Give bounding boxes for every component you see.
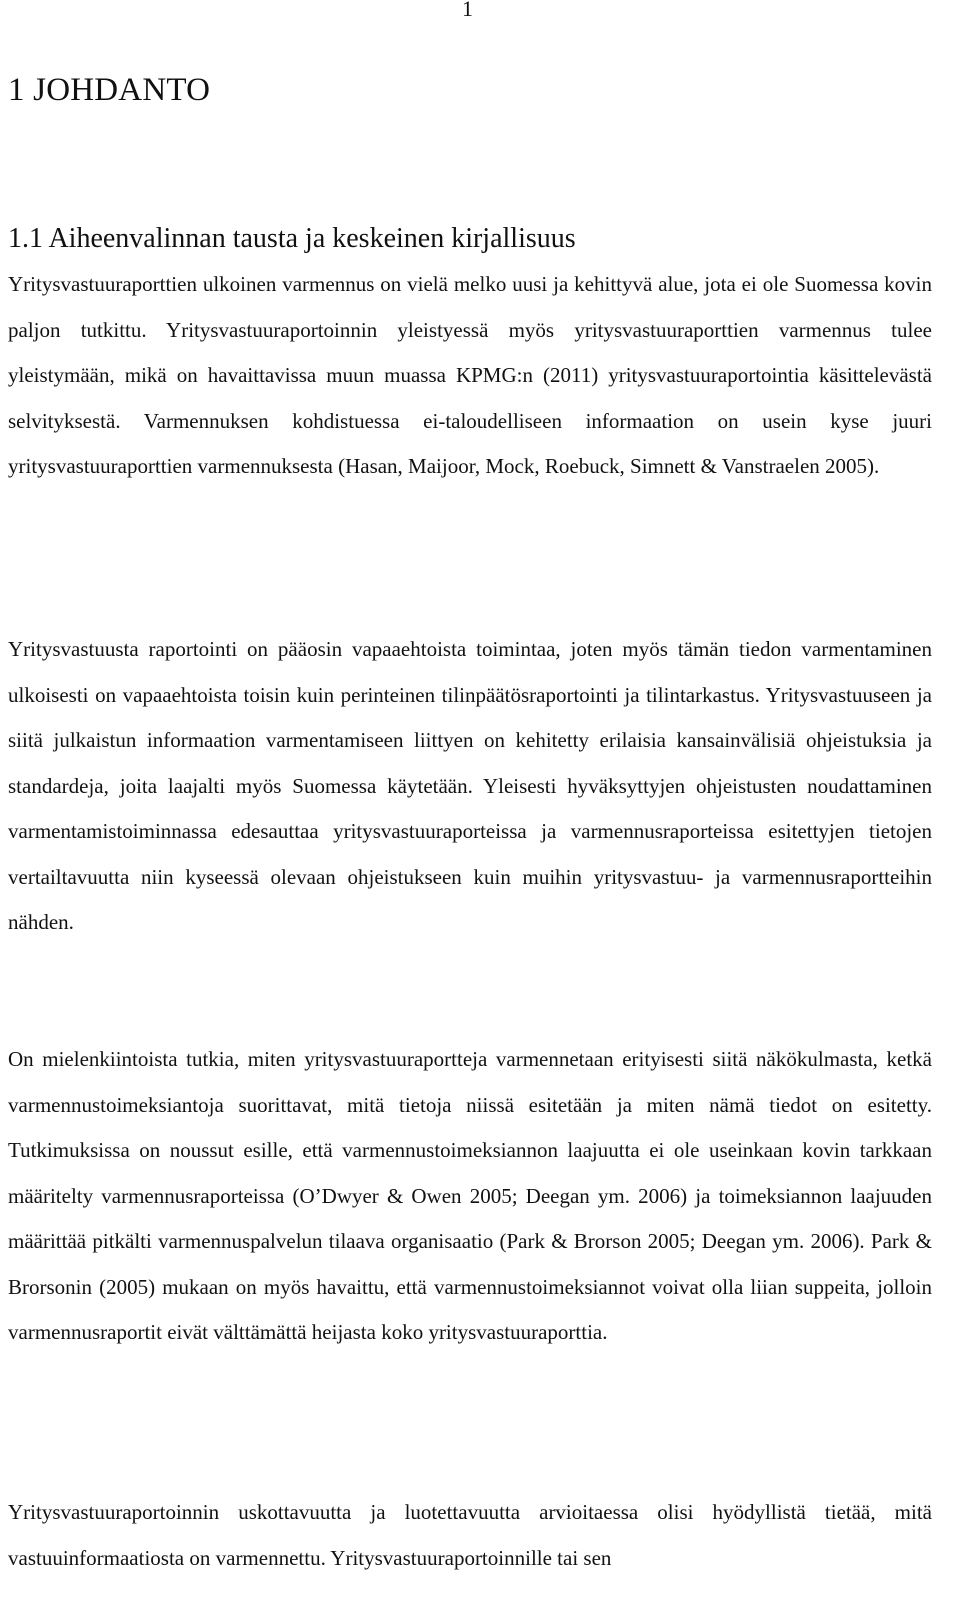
chapter-heading: 1 JOHDANTO [8,72,211,108]
paragraph-3: On mielenkiintoista tutkia, miten yritysvastuuraportteja varmennetaan erityisesti siitä näkökulmasta, ketkä varmennustoimeksiantoja suorittavat, mitä tietoja niissä esitetään ja miten nämä tiedot on esitetty. Tutkimuksissa on noussut esille, että varmennustoimeksiannon laajuutta ei ole useinkaan kovin tarkkaan määritelty varmennusraporteissa (O’Dwyer & Owen 2005; Deegan ym. 2006) ja toimeksiannon laajuuden määrittää pitkälti varmennuspalvelun tilaava organisaatio (Park & Brorson 2005; Deegan ym. 2006). Park & Brorsonin (2005) mukaan on myös havaittu, että varmennustoimeksiannot voivat olla liian suppeita, jolloin varmennusraportit eivät välttämättä heijasta koko yritysvastuuraporttia. [8,1047,932,1344]
page-number: 1 [462,0,473,21]
paragraph-2: Yritysvastuusta raportointi on pääosin vapaaehtoista toimintaa, joten myös tämän tiedon varmentaminen ulkoisesti on vapaaehtoista toisin kuin perinteinen tilinpäätösraportointi ja tilintarkastus. Yritysvastuuseen ja siitä julkaistun informaation varmentamiseen liittyen on kehitetty erilaisia kansainvälisiä ohjeistuksia ja standardeja, joita laajalti myös Suomessa käytetään. Yleisesti hyväksyttyjen ohjeistusten noudattaminen varmentamistoiminnassa edesauttaa yritysvastuuraporteissa ja varmennusraporteissa esitettyjen tietojen vertailtavuutta niin kyseessä olevaan ohjeistukseen kuin muihin yritysvastuu- ja varmennusraportteihin nähden. [8,637,932,934]
paragraph-4: Yritysvastuuraportoinnin uskottavuutta ja luotettavuutta arvioitaessa olisi hyödyllistä tietää, mitä vastuuinformaatiosta on varmennettu. Yritysvastuuraportoinnille tai sen [8,1500,932,1570]
paragraph-1: Yritysvastuuraporttien ulkoinen varmennus on vielä melko uusi ja kehittyvä alue, jota ei ole Suomessa kovin paljon tutkittu. Yritysvastuuraportoinnin yleistyessä myös yritysvastuuraporttien varmennus tulee yleistymään, mikä on havaittavissa muun muassa KPMG:n (2011) yritysvastuuraportointia käsittelevästä selvityksestä. Varmennuksen kohdistuessa ei-taloudelliseen informaation on usein kyse juuri yritysvastuuraporttien varmennuksesta (Hasan, Maijoor, Mock, Roebuck, Simnett & Vanstraelen 2005). [8,272,932,478]
section-heading: 1.1 Aiheenvalinnan tausta ja keskeinen kirjallisuus [8,223,576,254]
